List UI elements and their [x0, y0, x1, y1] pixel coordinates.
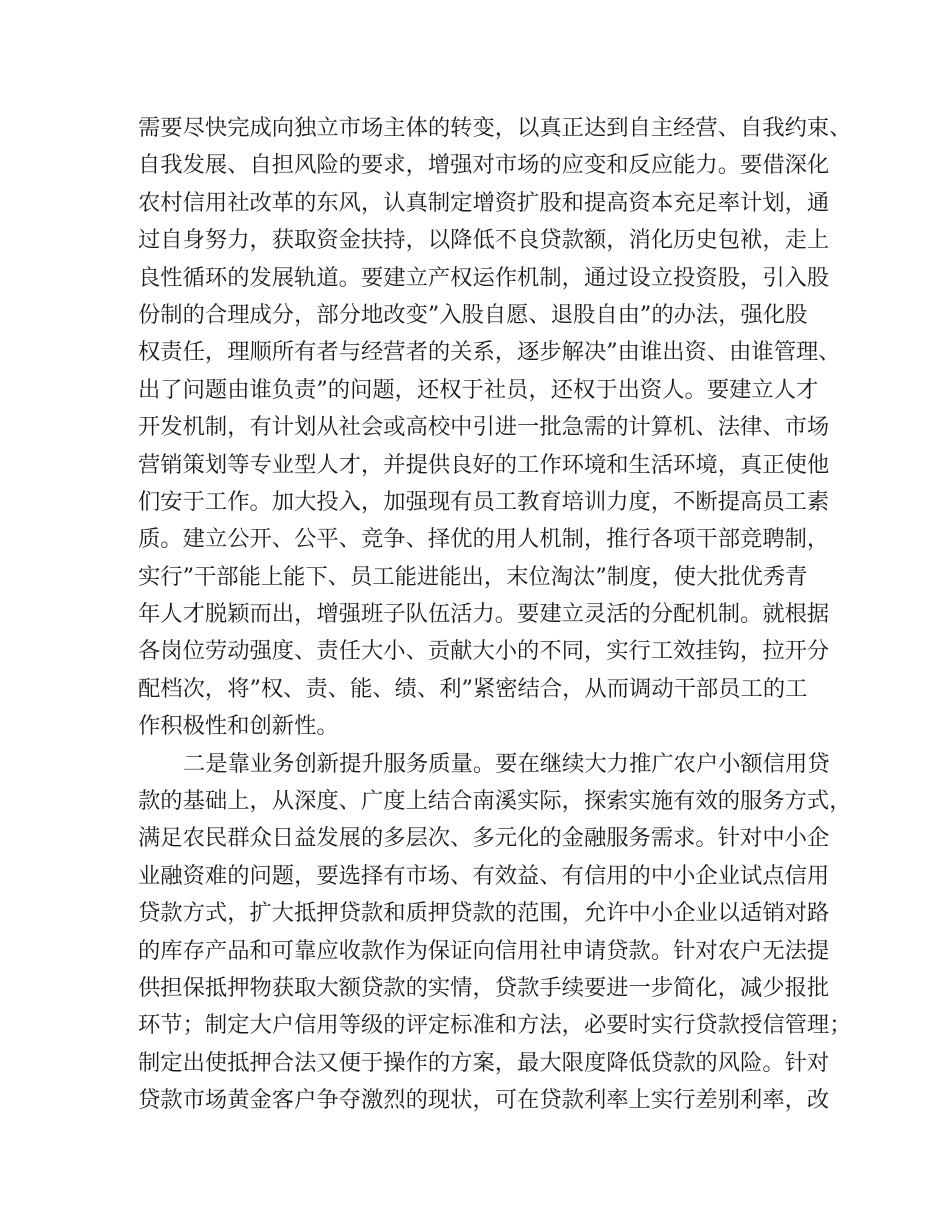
text-line: 开发机制，有计划从社会或高校中引进一批急需的计算机、法律、市场 [138, 414, 830, 441]
text-line: 质。建立公开、公平、竞争、择优的用人机制，推行各项干部竞聘制， [138, 526, 830, 553]
text-line: 制定出使抵押合法又便于操作的方案，最大限度降低贷款的风险。针对 [138, 1049, 830, 1076]
text-line: 款的基础上，从深度、广度上结合南溪实际，探索实施有效的服务方式， [138, 788, 852, 815]
text-line: 权责任，理顺所有者与经营者的关系，逐步解决”由谁出资、由谁管理、 [138, 339, 841, 366]
text-line: 满足农民群众日益发展的多层次、多元化的金融服务需求。针对中小企 [138, 825, 830, 852]
text-line-indented: 二是靠业务创新提升服务质量。要在继续大力推广农户小额信用贷 [183, 750, 830, 777]
text-line: 作积极性和创新性。 [138, 713, 339, 740]
text-line: 贷款方式，扩大抵押贷款和质押贷款的范围，允许中小企业以适销对路 [138, 900, 830, 927]
text-line: 过自身努力，获取资金扶持，以降低不良贷款额，消化历史包袱，走上 [138, 227, 830, 254]
text-line: 们安于工作。加大投入，加强现有员工教育培训力度，不断提高员工素 [138, 488, 830, 515]
text-line: 环节；制定大户信用等级的评定标准和方法，必要时实行贷款授信管理； [138, 1012, 852, 1039]
text-line: 需要尽快完成向独立市场主体的转变，以真正达到自主经营、自我约束、 [138, 115, 852, 141]
text-line: 农村信用社改革的东风，认真制定增资扩股和提高资本充足率计划，通 [138, 189, 830, 216]
text-line: 贷款市场黄金客户争夺激烈的现状，可在贷款利率上实行差别利率，改 [138, 1087, 830, 1114]
paragraph-2 [138, 746, 852, 1120]
text-line: 良性循环的发展轨道。要建立产权运作机制，通过设立投资股，引入股 [138, 264, 830, 291]
text-line: 供担保抵押物获取大额贷款的实情，贷款手续要进一步简化，减少报批 [138, 974, 830, 1001]
text-line: 出了问题由谁负责”的问题，还权于社员，还权于出资人。要建立人才 [138, 376, 819, 403]
document-body [138, 110, 852, 1120]
text-line: 配档次，将”权、责、能、绩、利”紧密结合，从而调动干部员工的工 [138, 675, 808, 702]
text-line: 的库存产品和可靠应收款作为保证向信用社申请贷款。针对农户无法提 [138, 937, 830, 964]
paragraph-1 [138, 110, 852, 746]
text-line: 营销策划等专业型人才，并提供良好的工作环境和生活环境，真正使他 [138, 451, 830, 478]
text-line: 年人才脱颖而出，增强班子队伍活力。要建立灵活的分配机制。就根据 [138, 601, 830, 628]
text-line: 实行”干部能上能下、员工能进能出，末位淘汰”制度，使大批优秀青 [138, 563, 808, 590]
text-line: 业融资难的问题，要选择有市场、有效益、有信用的中小企业试点信用 [138, 862, 830, 889]
text-line: 自我发展、自担风险的要求，增强对市场的应变和反应能力。要借深化 [138, 152, 830, 179]
text-line: 各岗位劳动强度、责任大小、贡献大小的不同，实行工效挂钩，拉开分 [138, 638, 830, 665]
text-line: 份制的合理成分，部分地改变”入股自愿、退股自由”的办法，强化股 [138, 301, 808, 328]
